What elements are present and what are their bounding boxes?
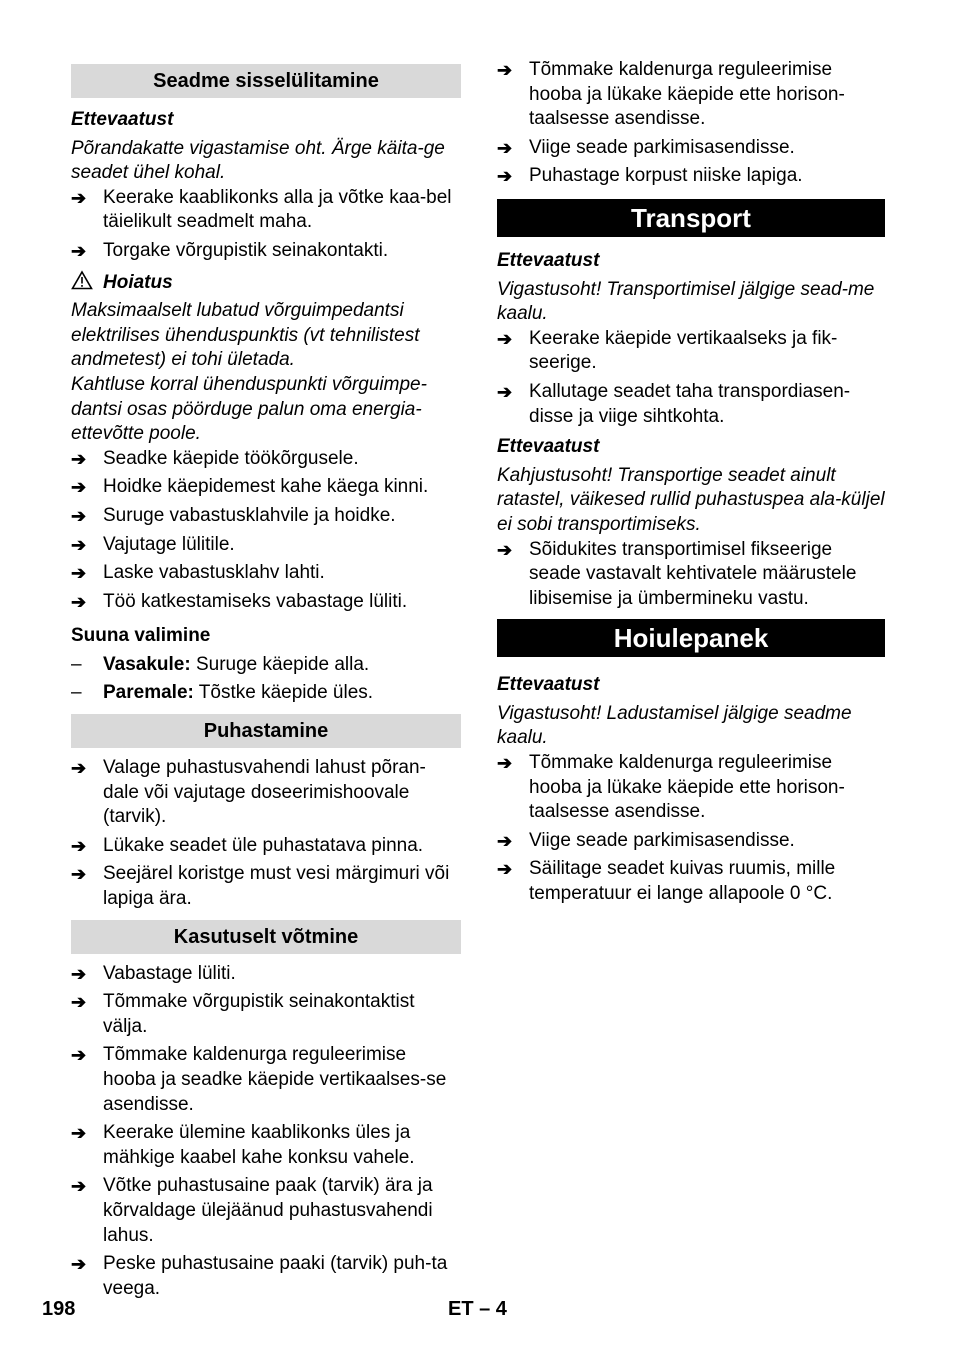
list-item: – Paremale: Tõstke käepide üles. — [71, 682, 374, 704]
list-item: ➔ Peske puhastusaine paaki (tarvik) puh-ta veega. — [71, 1253, 448, 1299]
caution-text: Vigastusoht! Ladustamisel jälgige seadme kaalu. — [497, 702, 852, 749]
arrow-right-icon: ➔ — [71, 591, 87, 612]
arrow-right-icon: ➔ — [497, 381, 513, 402]
warning-heading: Hoiatus — [71, 270, 461, 296]
arrow-right-icon: ➔ — [71, 534, 87, 555]
arrow-right-icon: ➔ — [497, 830, 513, 851]
list-item: ➔ Sõidukites transportimisel fikseerige seade vastavalt kehtivatele määrustele libisemise ja ümbermineku vastu. — [497, 538, 857, 609]
caution-label: Ettevaatust — [497, 436, 600, 458]
section-heading-storage: Hoiulepanek — [497, 619, 885, 657]
arrow-right-icon: ➔ — [71, 240, 87, 261]
list-item: ➔ Tõmmake kaldenurga reguleerimise hooba ja lükake käepide ette horison-taalsesse asendisse. — [497, 59, 845, 130]
list-item: ➔ Lükake seadet üle puhastatava pinna. — [71, 834, 461, 859]
caution-label: Ettevaatust — [71, 109, 174, 130]
list-item: ➔ Valage puhastusvahendi lahust põran-dale või vajutage doseerimishoovale (tarvik). — [71, 757, 426, 828]
list-item: ➔ Torgake võrgupistik seinakontakti. — [71, 239, 461, 264]
arrow-right-icon: ➔ — [71, 1254, 87, 1275]
page-number: 198 — [42, 1298, 76, 1320]
arrow-right-icon: ➔ — [71, 864, 87, 885]
arrow-right-icon: ➔ — [71, 187, 87, 208]
list-item: ➔ Keerake käepide vertikaalseks ja fik-seerige. — [497, 327, 838, 374]
list-item: ➔ Viige seade parkimisasendisse. — [497, 829, 885, 854]
caution-text: Kahjustusoht! Transportige seadet ainult ratastel, väikesed rullid puhastuspea ala-küljel ei sobi transportimiseks. — [497, 464, 885, 535]
section-heading-cleaning: Puhastamine — [71, 714, 461, 748]
section-heading-switch-on: Seadme sisselülitamine — [71, 64, 461, 98]
arrow-right-icon: ➔ — [71, 1176, 87, 1197]
arrow-right-icon: ➔ — [497, 539, 513, 560]
caution-label: Ettevaatust — [497, 249, 600, 271]
list-item: ➔ Tõmmake kaldenurga reguleerimise hooba ja seadke käepide vertikaalses-se asendisse. — [71, 1044, 447, 1115]
list-item: ➔ Keerake kaablikonks alla ja võtke kaa-bel täielikult seadmelt maha. — [71, 186, 452, 233]
list-item: ➔ Puhastage korpust niiske lapiga. — [497, 164, 885, 189]
section-heading-decommission: Kasutuselt võtmine — [71, 920, 461, 954]
list-item: ➔ Töö katkestamiseks vabastage lüliti. — [71, 590, 461, 615]
list-item: ➔ Vajutage lülitile. — [71, 533, 461, 558]
caution-text: Vigastusoht! Transportimisel jälgige sead-me kaalu. — [497, 278, 875, 325]
list-item: ➔ Säilitage seadet kuivas ruumis, mille temperatuur ei lange allapoole 0 °C. — [497, 858, 836, 905]
list-item: ➔ Seadke käepide töökõrgusele. — [71, 447, 461, 472]
caution-text: Põrandakatte vigastamise oht. Ärge käita-ge seadet ühel kohal. — [71, 137, 445, 184]
arrow-right-icon: ➔ — [497, 328, 513, 349]
arrow-right-icon: ➔ — [71, 963, 87, 984]
list-item: ➔ Hoidke käepidemest kahe käega kinni. — [71, 475, 461, 500]
list-item: ➔ Kallutage seadet taha transpordiasen-disse ja viige sihtkohta. — [497, 380, 851, 427]
language-marker: ET – 4 — [448, 1298, 507, 1320]
arrow-right-icon: ➔ — [71, 992, 87, 1013]
arrow-right-icon: ➔ — [71, 835, 87, 856]
list-item: ➔ Tõmmake võrgupistik seinakontaktist välja. — [71, 991, 415, 1037]
caution-label: Ettevaatust — [497, 674, 600, 696]
warning-text: Maksimaalselt lubatud võrguimpedantsi elektrilises ühenduspunktis (vt tehnilistest andmetest) ei tohi ületada. — [71, 300, 420, 371]
arrow-right-icon: ➔ — [71, 1045, 87, 1066]
list-item: ➔ Suruge vabastusklahvile ja hoidke. — [71, 504, 461, 529]
arrow-right-icon: ➔ — [71, 758, 87, 779]
arrow-right-icon: ➔ — [497, 753, 513, 774]
arrow-right-icon: ➔ — [497, 60, 513, 80]
left-column — [71, 64, 461, 1301]
warning-triangle-icon — [71, 270, 95, 290]
arrow-right-icon: ➔ — [71, 477, 87, 498]
list-item: ➔ Seejärel koristge must vesi märgimuri või lapiga ära. — [71, 863, 450, 910]
arrow-right-icon: ➔ — [497, 137, 513, 158]
arrow-right-icon: ➔ — [497, 859, 513, 880]
list-item: ➔ Tõmmake kaldenurga reguleerimise hooba ja lükake käepide ette horison-taalsesse asendisse. — [497, 752, 845, 823]
arrow-right-icon: ➔ — [71, 448, 87, 469]
arrow-right-icon: ➔ — [71, 563, 87, 584]
arrow-right-icon: ➔ — [497, 166, 513, 187]
list-item: – Vasakule: Suruge käepide alla. — [71, 653, 370, 675]
list-item: ➔ Keerake ülemine kaablikonks üles ja mähkige kaabel kahe konksu vahele. — [71, 1122, 415, 1168]
subheading-direction: Suuna valimine — [71, 625, 211, 647]
arrow-right-icon: ➔ — [71, 1123, 87, 1144]
list-item: ➔ Laske vabastusklahv lahti. — [71, 561, 461, 586]
list-item: ➔ Võtke puhastusaine paak (tarvik) ära ja kõrvaldage ülejäänud puhastusvahendi lahus. — [71, 1175, 433, 1246]
section-heading-transport: Transport — [497, 199, 885, 237]
right-column — [497, 58, 885, 907]
warning-text: Kahtluse korral ühenduspunkti võrguimpe-dantsi osas pöörduge palun oma energia-ettevõtte poole. — [71, 373, 427, 445]
list-item: ➔ Viige seade parkimisasendisse. — [497, 136, 885, 161]
list-item: ➔ Vabastage lüliti. — [71, 962, 461, 987]
arrow-right-icon: ➔ — [71, 505, 87, 526]
